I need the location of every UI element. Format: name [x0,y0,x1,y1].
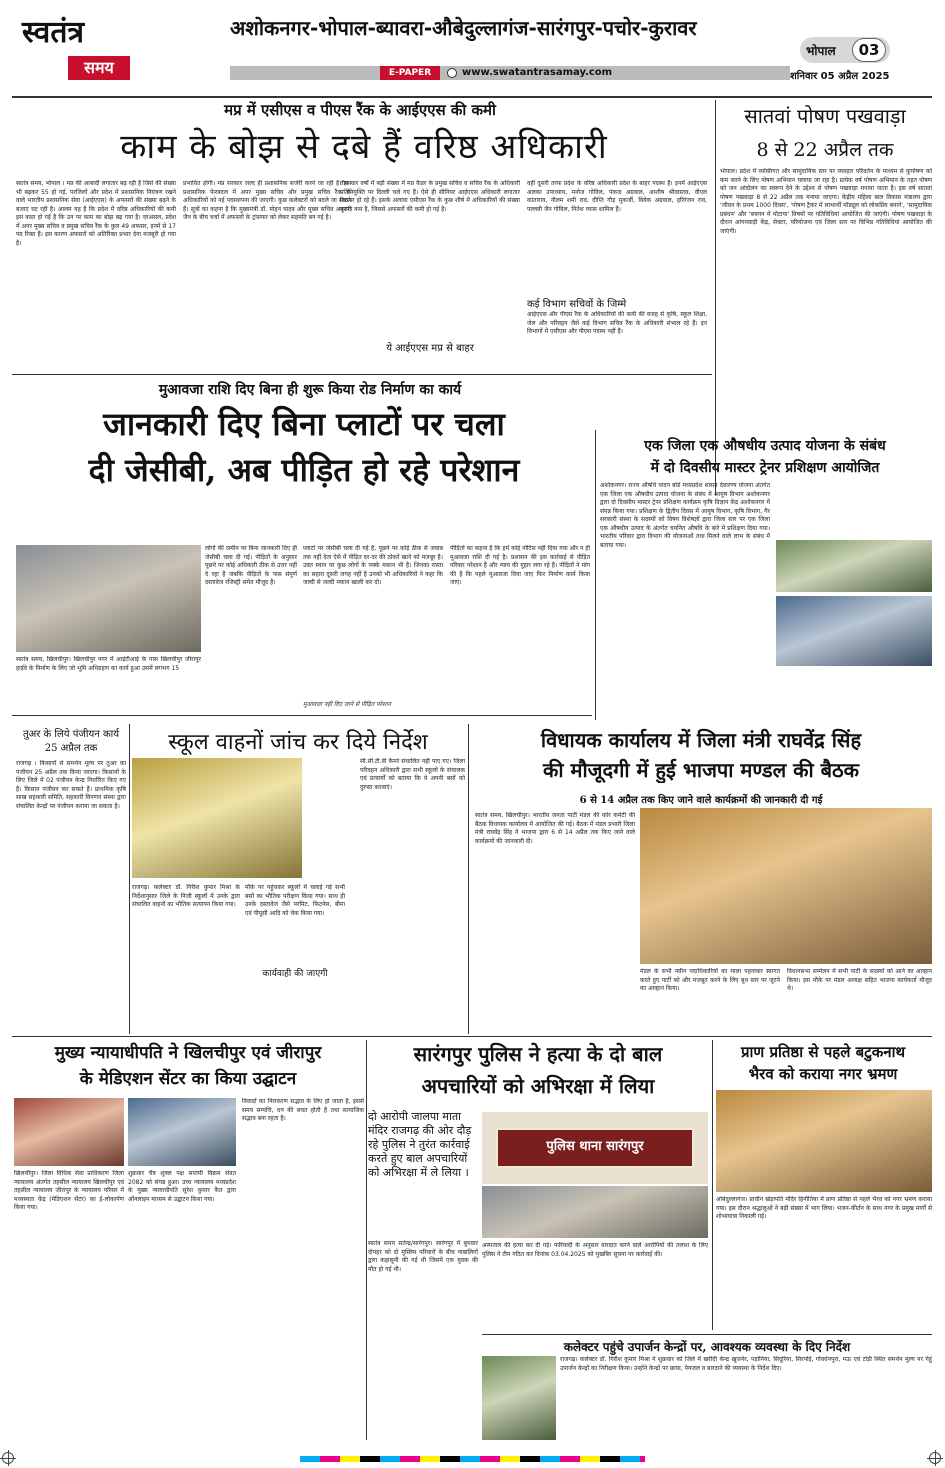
story1-col4: तीन-चार वर्षों में बड़ी संख्या में मप्र कैडर के प्रमुख सचिव व सचिव रैंक के अधिकारी प्रतिनियुक्ति पर दिल्ली चले गए हैं। ऐसे ही सीनियर आईएएस अधिकारी लगातार रिटायर हो रहे हैं। इसके अलावा एसीएस रैंक के कुछ शीर्ष में अधिकारियों की संख्या काफी कम है, जिससे अफसरों की कमी हो गई है। [340,180,520,213]
story3-col3: प्लाटों पर जेसीबी चला दी गई है, पूछने पर कोई ठीक से जवाब तक नहीं देता ऐसे में पीड़ित दर-दर की ठोकरें खाने को मजबूर है। उक्त स्थान पर कुछ लोगों के पक्के मकान भी हैं। जिनका रास्ता का सहारा दूसरी जगह नहीं है उनको भी अधिकारियों ने कहा कि जल्दी से जल्दी मकान खाली कर दो। [303,545,443,586]
procession-photo [716,1090,932,1192]
issue-date: शनिवार 05 अप्रैल 2025 [790,71,890,82]
story7-headline2: के मेडिएशन सेंटर का किया उद्घाटन [79,1069,297,1089]
registration-mark-left [2,1452,14,1464]
story6-headline2: की मौजूदगी में हुई भाजपा मण्डल की बैठक [543,758,859,782]
story6-sub: 6 से 14 अप्रैल तक किए जाने वाले कार्यक्रमों की जानकारी दी गई [579,795,823,806]
story10-divider [482,1334,932,1335]
story6-col1: स्वतंत्र समय, खिलचीपुर। भारतीय जनता पार्टी मंडल की कोर कमेटी की बैठक विधायक कार्यालय में आयोजित की गई। बैठक में मंडल प्रभारी जिला मंत्री राघवेंद्र सिंह ने भाजपा द्वारा 6 से 14 अप्रैल तक किए जाने वाले कार्यक्रमों की जानकारी दी। [475,812,635,845]
logo-bottom: समय [68,56,130,80]
story5-headline: स्कूल वाहनों जांच कर दिये निर्देश [168,730,428,755]
story8-col2: अस्पताल की हत्या कर दी गई। फरियादी के अनुसार वारदात करने वाले आरोपियों की तलाश के लिए पुलिस ने टीम गठित कर दिनांक 03.04.2025 को मुखबिर सूचना पर कार्रवाई की। [482,1242,708,1258]
story1-col1: स्वतंत्र समय, भोपाल । मप्र की आबादी लगातार बढ़ रही है जिसे की संख्या भी बढ़कर 55 हो गई, परजिलों और प्रदेश में प्रशासनिक नियंत्रण रखने वाले भारतीय प्रशासनिक सेवा (आईएएस) के अफसरों की संख्या बढ़ने के बजाए घट रही है। आलम यह है कि प्रदेश में वरिष्ठ अधिकारियों की कमी इस कदर हो गई है कि उन पर काम का बोझ बढ़ गया है। दरअसल, प्रदेश में अपर मुख्य सचिव व प्रमुख सचिव रैंक के कुल 49 अफसर, इनमें से 17 पद रिक्त हैं। इस कारण अफसरों को अतिरिक्त प्रभार देना मजबूरी हो गया है। [16,180,176,247]
story5-side-headline: तुअर के लिये पंजीयन कार्य 25 अप्रैल तक [22,729,120,754]
story5-vrule [129,724,130,1034]
bjp-meeting-photo [640,808,932,964]
mediation-photo-2 [128,1098,236,1166]
story5-side-body: राजगढ़ । किसानों से समर्थन मूल्य पर तुअर का पंजीयन 25 अप्रैल तक किया जाएगा। किसानों के लिए जिले में 02 पंजीयन केन्द्र निर्धारित किए गए हैं। किसान पंजीयन कर सकते हैं। प्राथमिक कृषि साख सहकारी समिति, सहकारी विपणन संस्था द्वारा संचालित केन्द्रों पर पंजीयन कराया जा सकता है। [16,760,126,810]
accused-photo [482,1186,708,1238]
story7-col1: खिलचीपुर। जिला विधिक सेवा प्राधिकरण जिला न्यायालय अंतर्गत तहसील न्यायालय खिलचीपुर एवं तहसील न्यायालय जीरापुर के न्यायालय परिसर में मध्यस्थता केंद्र (मेडिएशन सेंटर) का ई-लोकार्पण किया गया। [14,1170,124,1211]
jcb-photo [16,545,201,652]
edition-badge [800,37,890,63]
masthead-cities: अशोकनगर-भोपाल-ब्यावरा-औबेदुल्लागंज-सारंगपुर-पचोर-कुरावर [230,16,697,40]
story4-body: अशोकनगर। राज्य औषधि पादप बोर्ड मध्यप्रदेश शासन देवारण्य योजना अंतर्गत एक जिला एक औषधीय उत्पाद योजना के संबंध में आयुष विभाग अशोकनगर द्वारा दो दिवसीय मास्टर ट्रेनर प्रशिक्षण कार्यक्रम कृषि विज्ञान केंद्र अशोकनगर में संपन्न किया गया। प्रशिक्षण के द्वितीय दिवस में आयुष विभाग, कृषि विभाग, गैर सरकारी संस्था के सदस्यों को विषय विशेषज्ञों द्वारा जिला स्तर पर एक जिला एक औषधीय उत्पाद के अंतर्गत चयनित औषधि के बारे में प्रशिक्षण दिया गया। भारतीय परिवार द्वारा विभाग की योजनाओं तथा मिलने वाले लाभ के संबंध में बताया गया। [600,482,770,549]
story3-kicker: मुआवजा राशि दिए बिना ही शुरू किया रोड निर्माण का कार्य [158,382,462,398]
story1-col5: वहीं दूसरी तरफ प्रदेश के वरिष्ठ अधिकारी प्रदेश के बाहर पदस्थ हैं। इनमें आईएएस अलका उपाध्याय, मनोज गोविल, पंकज अग्रवाल, आशीष श्रीवास्तव, वीएल कांताराव, नीलम शमी राव, दीप्ति गौड़ मुकर्जी, विवेक अग्रवाल, हरिरंजन राव, पल्लवी जैन गोविल, नितेश व्यास शामिल हैं। [527,180,707,213]
edition-name: भोपाल [806,44,836,58]
story3-col1: स्वतंत्र समय, खिलचीपुर। खिलचीपुर नगर में आईटीआई के पास खिलचीपुर जीरापुर हाईवे के निर्माण के लिए जो भूमि अधिग्रहण का कार्य हुआ उसमें लगभग 15 [16,656,201,672]
masthead [0,0,945,98]
website-link[interactable]: www.swatantrasamay.com [462,67,613,78]
story7-col2: शुक्रवार चैत्र शुक्ल पक्ष सप्तमी विक्रम संवत 2082 को संपन्न हुआ। उच्च न्यायालय मध्यप्रदेश के मुख्य न्यायाधीपति सुरेश कुमार कैत द्वारा ऑनलाइन माध्यम से उद्घाटन किया गया। [128,1170,236,1203]
story2-headline2: 8 से 22 अप्रैल तक [756,139,894,161]
masthead-divider [12,96,932,98]
story1-col6: आईएएस और पीएस रैंक के अधिकारियों की कमी की वजह से कृषि, स्कूल शिक्षा, जेल और परिवहन जैसे कई विभाग सचिव रैंक के अधिकारी संभाल रहे हैं। इन विभागों में एसीएस और पीएस पदस्थ नहीं हैं। [527,311,707,335]
story1-col2: प्रभावित होगी। मप्र सरकार जल्द ही प्रशासनिक सर्जरी करने जा रही है। इस प्रशासनिक फेरबदल में अपर मुख्य सचिव और प्रमुख सचिव रैंक के अधिकारियों को नई पदस्थापना की जाएगी। कुछ कलेक्टरों को बदले जा सकते हैं। सूत्रों का कहना है कि मुख्यमंत्री डॉ. मोहन यादव और मुख्य सचिव अनुराग जैन के बीच चर्चा में अफसरों के ट्रांसफर को लेकर सहमति बन गई है। [183,180,351,221]
logo [22,10,132,90]
story8-headline2: अपचारियों को अभिरक्षा में लिया [421,1074,655,1098]
story7-headline1: मुख्य न्यायाधीपति ने खिलचीपुर एवं जीरापुर [54,1043,322,1063]
story8-vrule [366,1040,367,1440]
story9-headline1: प्राण प्रतिष्ठा से पहले बटुकनाथ [740,1043,906,1061]
story4-headline2: में दो दिवसीय मास्टर ट्रेनर प्रशिक्षण आयोजित [650,460,880,476]
school-bus-photo [132,758,302,878]
story9-vrule [712,1040,713,1330]
story10-body: राजगढ़। कलेक्टर डॉ. गिरीश कुमार मिश्रा ने शुक्रवार को जिले में खरीदी केन्द्र खुजनेर, पड़ोनिया, सिंदूरिया, सिरपोई, गोवर्धनपुरा, मऊ एवं टोड़ी स्थित समर्थन मूल्य पर गेहूं उपार्जन केन्द्रों का निरीक्षण किया। उन्होंने केन्द्रों पर छाया, पेयजल व बारदाने की व्यवस्था के निर्देश दिए। [560,1356,932,1372]
story5-subhead: कार्यवाही की जाएगी [262,969,328,979]
story3-col2: लोगों की जमीन पर बिना जानकारी दिए ही जेसीबी चला दी गई। पीड़ितों के अनुसार पूछने पर कोई अधिकारी ठीक से उत्तर नहीं दे रहा है जबकि पीड़ितों के पास संपूर्ण दस्तावेज रजिस्ट्री समेत मौजूद है। [205,545,297,586]
story1-headline: काम के बोझ से दबे हैं वरिष्ठ अधिकारी [120,127,608,167]
story7-col3: विवादों का निराकरण सद्भाव के लिए हो जाता है, इससे समय सम्पत्ति, धन की बचत होती है तथा सामाजिक सद्भाव बना रहता है। [242,1098,364,1122]
story1-divider [12,374,712,375]
story8-col1: स्वतंत्र समय सतेन्द्र/सारंगपुर। सारंगपुर में बुधवार दोपहर को दो मुस्लिम परिवारों के बीच नाबालिगों द्वारा कहासुनी की गई थी जिसमें एक युवक की मौत हो गई थी। [368,1240,478,1273]
story5-col1: राजगढ़। कलेक्टर डॉ. गिरीश कुमार मिश्रा के निर्देशानुसार जिले के निजी स्कूलों में उनके द्वारा संचालित वाहनों का भौतिक सत्यापन किया गया। [132,884,240,908]
story1-subhead2: कई विभाग सचिवों के जिम्मे [527,299,627,310]
story6-col3: विधानसभा सम्मेलन में सभी पार्टी के सदस्यों को आने का आव्हान किया। इस मौके पर मंडल अध्यक्ष सहित भाजपा कार्यकर्ता मौजूद थे। [787,968,932,992]
story1-kicker: मप्र में एसीएस व पीएस रैंक के आईएएस की कमी [224,101,496,119]
story3-caption: मुआवजा नहीं दिए जाने से पीड़ित परेशान [303,701,391,708]
story5-col3: सी.सी.टी.वी कैमरे संचालित नहीं पाए गए। जिला परिवहन अधिकारी द्वारा सभी स्कूलों के संचालक एवं प्राचार्यों को बताया कि वे अपनी बसों को दुरुस्त करवाएं। [360,758,465,791]
story3-col4: पीड़ितों का कहना है कि हमें कोई नोटिस नहीं दिया गया और न ही मुआवजा राशि दी गई है। प्रशासन की इस कार्रवाई से पीड़ित परिवार परेशान हैं और न्याय की गुहार लगा रहे हैं। पीड़ितों ने मांग की है कि पहले मुआवजा दिया जाए फिर निर्माण कार्य किया जाए। [450,545,590,586]
training-photo-2 [776,596,932,666]
story1-subhead1: ये आईएएस मप्र से बाहर [386,343,474,354]
story3-headline2: दी जेसीबी, अब पीड़ित हो रहे परेशान [88,451,520,489]
story8-pull: दो आरोपी जालपा माता मंदिर राजगढ़ की ओर दौड़ रहे पुलिस ने तुरंत कार्रवाई करते हुए बाल अपचारियों को अभिरक्षा में ले लिया । [368,1110,472,1179]
story10-headline: कलेक्टर पहुंचे उपार्जन केन्द्रों पर, आवश्यक व्यवस्था के दिए निर्देश [563,1340,851,1354]
story6-vrule [468,724,469,1034]
story9-headline2: भैरव को कराया नगर भ्रमण [748,1065,898,1083]
story2-headline1: सातवां पोषण पखवाड़ा [744,104,906,128]
story5-col2: मौके पर पहुंचकर स्कूलों में चलाई गई सभी बसों का भौतिक परीक्षण किया गया। साथ ही उनके दस्तावेज जैसे परमिट, फिटनेस, बीमा एवं पीयूसी आदि को चेक किया गया। [245,884,345,917]
row3-divider [12,1036,932,1037]
story6-col2: मंडल के सभी नवीन पदाधिकारियों का माला पहनाकर स्वागत करते हुए पार्टी को और मजबूत करने के लिए बूथ स्तर पर जुटने का आव्हान किया। [640,968,780,992]
story3-divider [12,715,592,716]
mediation-photo-1 [14,1098,124,1166]
epaper-badge: E-PAPER [380,66,440,80]
story4-headline1: एक जिला एक औषधीय उत्पाद योजना के संबंध [644,438,886,454]
globe-icon [447,68,457,78]
page-number: 03 [852,38,886,62]
story9-body: ओबेदुल्लागंज। प्राचीन खेड़ापति मंदिर हिनौतिया में प्राण प्रतिष्ठा से पहले भैरव को नगर भ्रमण कराया गया। इस दौरान श्रद्धालुओं ने बड़ी संख्या में भाग लिया। भजन-कीर्तन के साथ नगर के प्रमुख मार्गों से शोभायात्रा निकाली गई। [716,1196,932,1220]
story6-headline1: विधायक कार्यालय में जिला मंत्री राघवेंद्र सिंह [540,728,862,752]
story3-headline1: जानकारी दिए बिना प्लाटों पर चला [103,405,505,443]
story2-body: भोपाल। प्रदेश में व्यक्तिगत और सामुदायिक स्तर पर व्यवहार परिवर्तन के माध्यम से कुपोषण को कम करने के लिए पोषण अभियान चलाया जा रहा है। प्रत्येक वर्ष पोषण अभियान के तहत पोषण को जन आंदोलन का स्वरूप देने के उद्देश्य से पोषण पखवाड़ा मनाया जाता है। इस वर्ष सातवां पोषण पखवाड़ा 8 से 22 अप्रैल तक मनाया जाएगा। केंद्रीय महिला बाल विकास मंत्रालय द्वारा 'जीवन के प्रथम 1000 दिवस', 'पोषण ट्रैकर में लाभार्थी मॉड्यूल को लोकप्रिय बनाने', 'सामुदायिक प्रबंधन' और 'बचपन में मोटापा' विषयों पर गतिविधियां आयोजित की जाएंगी। पोषण पखवाड़ा के दौरान आंगनवाड़ी केंद्र, सेक्टर, परियोजना एवं जिला स्तर पर विभिन्न गतिविधियां आयोजित की जाएंगी। [720,168,932,235]
color-bar [300,1456,645,1462]
training-photo-1 [776,540,932,592]
procurement-photo [482,1356,556,1440]
logo-top: स्वतंत्र [22,15,85,50]
story4-vrule [595,430,596,720]
registration-mark-right [929,1452,941,1464]
police-station-photo [482,1112,708,1184]
story8-headline1: सारंगपुर पुलिस ने हत्या के दो बाल [413,1042,663,1066]
police-sign-text: पुलिस थाना सारंगपुर [546,1139,644,1154]
